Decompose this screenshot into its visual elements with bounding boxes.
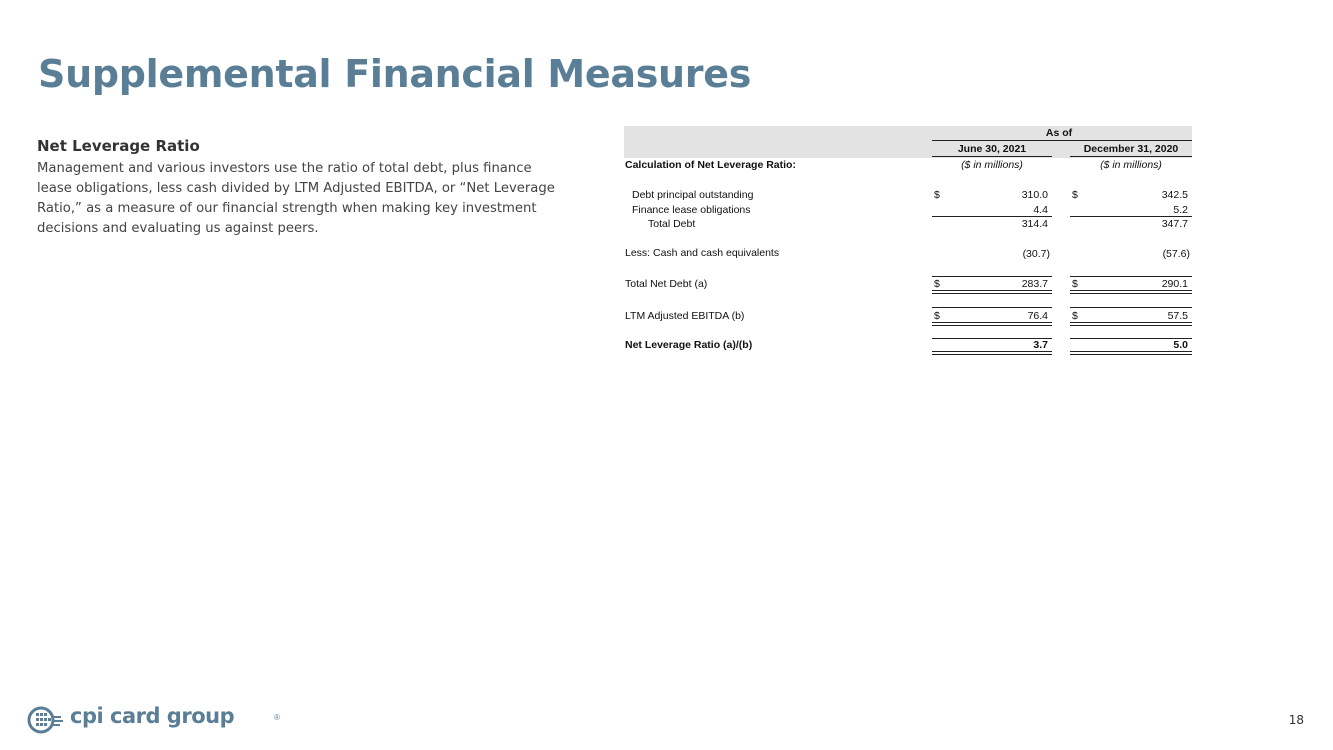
col2-units: ($ in millions) (1100, 159, 1162, 171)
col2-subtotal-rule (1070, 216, 1192, 217)
col1-lease-value: 4.4 (1033, 204, 1048, 216)
col2-net-debt-value: 290.1 (1161, 278, 1188, 290)
card-globe-icon (27, 706, 65, 734)
col1-debt-value: 310.0 (1021, 189, 1048, 201)
col2-ebitda-top-rule (1070, 307, 1192, 308)
col2-cash-value: (57.6) (1162, 248, 1190, 260)
col1-currency: $ (934, 189, 940, 201)
col1-header: June 30, 2021 (957, 143, 1027, 155)
col1-currency: $ (934, 310, 940, 322)
col2-net-debt-top-rule (1070, 276, 1192, 277)
net-leverage-table (624, 125, 1194, 360)
col1-ebitda-double-rule (932, 322, 1052, 326)
col2-currency: $ (1072, 278, 1078, 290)
col2-total-debt-value: 347.7 (1161, 218, 1188, 230)
page-title: Supplemental Financial Measures (38, 52, 752, 96)
paragraph-line: Ratio,” as a measure of our financial strength when making key investment (37, 201, 537, 216)
paragraph-line: lease obligations, less cash divided by LTM Adjusted EBITDA, or “Net Leverage (37, 181, 555, 196)
page-number: 18 (1288, 713, 1304, 727)
row-label-debt: Debt principal outstanding (632, 189, 754, 201)
col1-total-debt-value: 314.4 (1021, 218, 1048, 230)
logo-wordmark: cpi card group (70, 704, 235, 728)
col2-ratio-value: 5.0 (1173, 339, 1188, 351)
row-label-net-debt: Total Net Debt (a) (625, 278, 708, 290)
col1-net-debt-top-rule (932, 276, 1052, 277)
as-of-label: As of (1045, 127, 1073, 139)
col2-ebitda-double-rule (1070, 322, 1192, 326)
col2-currency: $ (1072, 310, 1078, 322)
col1-net-debt-value: 283.7 (1021, 278, 1048, 290)
col2-debt-value: 342.5 (1161, 189, 1188, 201)
col1-header-rule (932, 156, 1052, 157)
col1-units: ($ in millions) (961, 159, 1023, 171)
col1-ratio-double-rule (932, 351, 1052, 355)
col1-cash-value: (30.7) (1022, 248, 1050, 260)
section-paragraph (37, 159, 567, 239)
paragraph-line: decisions and evaluating us against peers. (37, 221, 319, 236)
col2-header-rule (1070, 156, 1192, 157)
row-label-ratio: Net Leverage Ratio (a)/(b) (625, 339, 753, 351)
col2-ebitda-value: 57.5 (1167, 310, 1188, 322)
paragraph-line: Management and various investors use the ratio of total debt, plus finance (37, 161, 532, 176)
col1-ebitda-top-rule (932, 307, 1052, 308)
row-label-ebitda: LTM Adjusted EBITDA (b) (625, 310, 745, 322)
calc-title: Calculation of Net Leverage Ratio: (625, 159, 796, 171)
col1-currency: $ (934, 278, 940, 290)
col2-net-debt-double-rule (1070, 290, 1192, 294)
col2-header: December 31, 2020 (1083, 143, 1179, 155)
col1-net-debt-double-rule (932, 290, 1052, 294)
col2-lease-value: 5.2 (1173, 204, 1188, 216)
col1-ebitda-value: 76.4 (1027, 310, 1048, 322)
col1-subtotal-rule (932, 216, 1052, 217)
row-label-total-debt: Total Debt (648, 218, 696, 230)
col1-ratio-value: 3.7 (1033, 339, 1048, 351)
row-label-cash: Less: Cash and cash equivalents (625, 247, 780, 259)
section-heading: Net Leverage Ratio (37, 137, 200, 155)
header-rule (932, 140, 1192, 141)
col2-currency: $ (1072, 189, 1078, 201)
row-label-lease: Finance lease obligations (632, 204, 751, 216)
col2-ratio-double-rule (1070, 351, 1192, 355)
registered-mark: ® (274, 713, 280, 722)
